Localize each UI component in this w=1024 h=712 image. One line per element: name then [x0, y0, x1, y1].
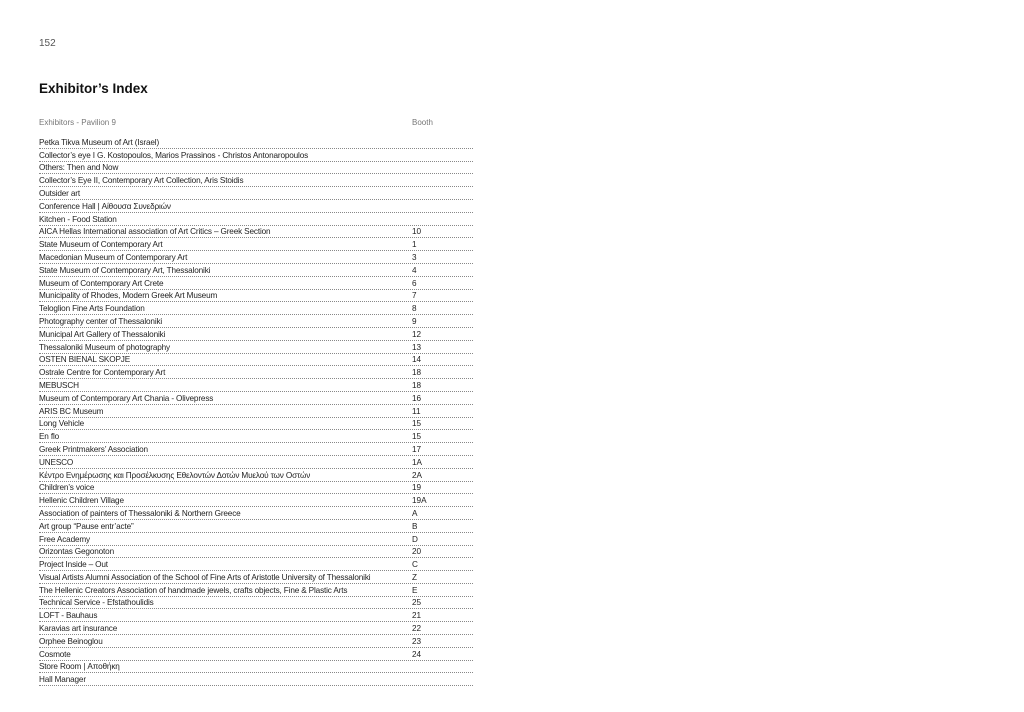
booth-number: E: [412, 585, 418, 595]
table-row: [39, 418, 473, 431]
table-row: [39, 200, 473, 213]
exhibitor-name: Petka Tikva Museum of Art (Israel): [39, 137, 160, 147]
exhibitor-name: Others: Then and Now: [39, 163, 119, 173]
exhibitor-name: The Hellenic Creators Association of handmade jewels, crafts objects, Fine & Plastic Arts: [39, 585, 348, 595]
exhibitor-name: OSTEN BIENAL SKOPJE: [39, 355, 131, 365]
exhibitor-name: Free Academy: [39, 534, 90, 544]
table-row: [39, 302, 473, 315]
booth-number: 18: [412, 380, 422, 390]
booth-number: 7: [412, 291, 417, 301]
table-row: [39, 661, 473, 674]
exhibitor-name: Museum of Contemporary Art Chania - Olivepress: [39, 393, 214, 403]
booth-number: 11: [412, 406, 421, 416]
table-row: [39, 584, 473, 597]
booth-number: 4: [412, 265, 417, 275]
exhibitor-name: Thessaloniki Museum of photography: [39, 342, 170, 352]
exhibitor-name: Hellenic Children Village: [39, 496, 124, 506]
booth-number: 15: [412, 419, 422, 429]
table-row: [39, 392, 473, 405]
exhibitor-name: Κέντρο Ενημέρωσης και Προσέλκυσης Εθελοντών Δοτών Μυελού των Οστών: [39, 470, 311, 480]
table-row: [39, 226, 473, 239]
exhibitor-name: State Museum of Contemporary Art, Thessaloniki: [39, 265, 211, 275]
booth-number: 8: [412, 304, 417, 314]
booth-number: 16: [412, 393, 422, 403]
table-row: [39, 379, 473, 392]
exhibitor-name: En flo: [39, 432, 60, 442]
booth-number: A: [412, 508, 418, 518]
booth-number: C: [412, 560, 418, 570]
table-row: [39, 213, 473, 226]
exhibitor-name: Kitchen - Food Station: [39, 214, 117, 224]
booth-number: 1: [412, 240, 417, 250]
booth-number: 13: [412, 342, 422, 352]
booth-number: 15: [412, 432, 422, 442]
table-row: [39, 597, 473, 610]
exhibitor-name: Karavias art insurance: [39, 624, 118, 634]
booth-number: Z: [412, 572, 418, 582]
exhibitor-name: Greek Printmakers’ Association: [39, 444, 148, 454]
booth-number: 18: [412, 368, 422, 378]
exhibitor-name: Photography center of Thessaloniki: [39, 316, 163, 326]
table-row: [39, 174, 473, 187]
exhibitor-name: Children’s voice: [39, 483, 95, 493]
exhibitor-table: [39, 136, 473, 686]
table-row: [39, 443, 473, 456]
table-row: [39, 622, 473, 635]
table-row: [39, 162, 473, 175]
exhibitor-name: Hall Manager: [39, 675, 86, 685]
booth-number: 19A: [412, 496, 427, 506]
table-row: [39, 558, 473, 571]
booth-number: 10: [412, 227, 422, 237]
table-row: [39, 277, 473, 290]
booth-number: 22: [412, 624, 422, 634]
exhibitor-name: Orizontas Gegonoton: [39, 547, 114, 557]
exhibitor-name: Teloglion Fine Arts Foundation: [39, 304, 145, 314]
table-row: [39, 482, 473, 495]
exhibitor-name: Orphee Beinoglou: [39, 636, 103, 646]
booth-number: 2A: [412, 470, 423, 480]
booth-number: 14: [412, 355, 422, 365]
exhibitor-name: UNESCO: [39, 457, 74, 467]
exhibitor-name: Association of painters of Thessaloniki & Northern Greece: [39, 508, 241, 518]
exhibitor-name: Collector’s Eye II, Contemporary Art Collection, Aris Stoidis: [39, 176, 244, 186]
exhibitor-name: LOFT - Bauhaus: [39, 611, 98, 621]
exhibitor-name: Museum of Contemporary Art Crete: [39, 278, 164, 288]
exhibitor-name: Ostrale Centre for Contemporary Art: [39, 368, 166, 378]
booth-number: 1A: [412, 457, 423, 467]
booth-number: 9: [412, 316, 417, 326]
table-row: [39, 238, 473, 251]
exhibitor-name: Cosmote: [39, 649, 71, 659]
table-row: [39, 507, 473, 520]
exhibitor-name: Outsider art: [39, 188, 80, 198]
table-row: [39, 609, 473, 622]
table-row: [39, 635, 473, 648]
exhibitor-name: MEBUSCH: [39, 380, 79, 390]
column-header-booth: Booth: [412, 118, 433, 127]
booth-number: 19: [412, 483, 422, 493]
table-row: [39, 290, 473, 303]
table-row: [39, 354, 473, 367]
booth-number: 12: [412, 329, 422, 339]
page-number: 152: [39, 38, 56, 49]
table-row: [39, 315, 473, 328]
booth-number: 23: [412, 636, 422, 646]
table-row: [39, 187, 473, 200]
exhibitor-name: Art group “Pause entr’acte”: [39, 521, 134, 531]
exhibitor-name: Municipal Art Gallery of Thessaloniki: [39, 329, 166, 339]
table-row: [39, 673, 473, 686]
exhibitor-name: Visual Artists Alumni Association of the School of Fine Arts of Aristotle University of Thessaloniki: [39, 572, 371, 582]
page-title: Exhibitor’s Index: [39, 81, 148, 96]
table-row: [39, 328, 473, 341]
booth-number: 3: [412, 252, 417, 262]
table-row: [39, 405, 473, 418]
table-row: [39, 469, 473, 482]
table-row: [39, 136, 473, 149]
column-header-exhibitors: Exhibitors - Pavilion 9: [39, 118, 116, 127]
exhibitor-name: Collector’s eye I G. Kostopoulos, Marios Prassinos - Christos Antonaropoulos: [39, 150, 309, 160]
booth-number: B: [412, 521, 418, 531]
exhibitor-name: Municipality of Rhodes, Modern Greek Art Museum: [39, 291, 218, 301]
table-row: [39, 366, 473, 379]
exhibitor-name: ARIS BC Museum: [39, 406, 104, 416]
table-row: [39, 430, 473, 443]
exhibitor-name: Store Room | Αποθήκη: [39, 662, 120, 672]
exhibitor-name: State Museum of Contemporary Art: [39, 240, 163, 250]
table-row: [39, 546, 473, 559]
table-row: [39, 149, 473, 162]
booth-number: D: [412, 534, 418, 544]
table-row: [39, 264, 473, 277]
table-row: [39, 533, 473, 546]
exhibitor-name: Conference Hall | Αίθουσα Συνεδριών: [39, 201, 171, 211]
table-row: [39, 341, 473, 354]
exhibitor-name: Long Vehicle: [39, 419, 85, 429]
table-row: [39, 520, 473, 533]
booth-number: 20: [412, 547, 422, 557]
exhibitor-name: Technical Service - Efstathoulidis: [39, 598, 154, 608]
booth-number: 6: [412, 278, 417, 288]
table-row: [39, 571, 473, 584]
booth-number: 24: [412, 649, 422, 659]
exhibitor-name: AICA Hellas International association of Art Critics – Greek Section: [39, 227, 271, 237]
table-row: [39, 251, 473, 264]
exhibitor-name: Project Inside – Out: [39, 560, 108, 570]
booth-number: 21: [412, 611, 422, 621]
table-row: [39, 648, 473, 661]
table-row: [39, 494, 473, 507]
booth-number: 17: [412, 444, 422, 454]
exhibitor-name: Macedonian Museum of Contemporary Art: [39, 252, 188, 262]
table-row: [39, 456, 473, 469]
booth-number: 25: [412, 598, 422, 608]
